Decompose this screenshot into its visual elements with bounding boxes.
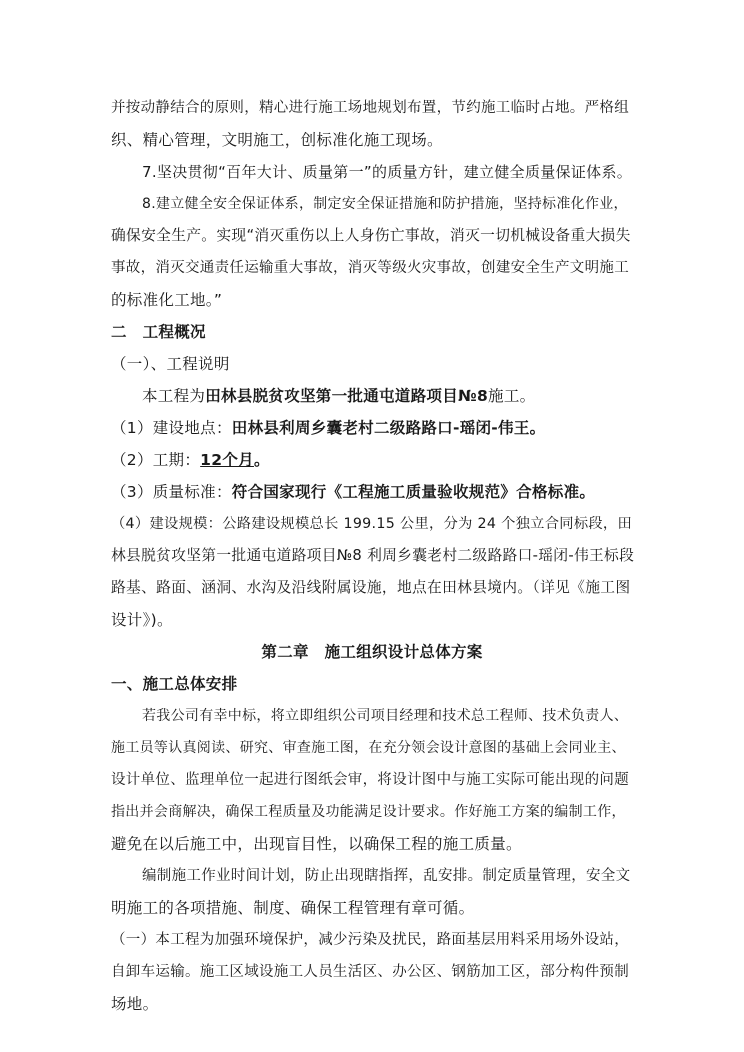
construction-location: 田林县利周乡囊老村二级路路口-瑶闭-伟王。 [231,419,546,437]
text-line: 施工员等认真阅读、研究、审查施工图，在充分领会设计意图的基础上会同业主、 [111,740,626,756]
chapter-title: 第二章 施工组织设计总体方案 [261,643,483,661]
project-name: 田林县脱贫攻坚第一批通屯道路项目№8 [205,387,489,405]
text-line: 设计》)。 [111,611,173,629]
section-heading: 一、施工总体安排 [111,675,238,693]
text-line: 8.建立健全安全保证体系，制定安全保证措施和防护措施，坚持标准化作业， [142,196,628,212]
text-line: 指出并会商解决，确保工程质量及功能满足设计要求。作好施工方案的编制工作， [111,804,626,820]
text-line: 7.坚决贯彻“百年大计、质量第一”的质量方针，建立健全质量保证体系。 [142,163,633,181]
text-line: （1）建设地点：田林县利周乡囊老村二级路路口-瑶闭-伟王。 [111,419,546,437]
text-line: 避免在以后施工中，出现盲目性，以确保工程的施工质量。 [111,835,522,853]
text-line: 确保安全生产。实现“消灭重伤以上人身伤亡事故，消灭一切机械设备重大损失 [111,227,631,244]
quality-standard: 符合国家现行《工程施工质量验收规范》合格标准。 [231,483,596,501]
subsection-heading: （一）、工程说明 [111,355,230,373]
text-line: 林县脱贫攻坚第一批通屯道路项目№8 利周乡囊老村二级路路口-瑶闭-伟王标段 [111,547,635,564]
text-line: 明施工的各项措施、制度、确保工程管理有章可循。 [111,899,475,917]
text-line: 的标准化工地。” [111,291,223,309]
text-line: 自卸车运输。施工区域设施工人员生活区、办公区、钢筋加工区，部分构件预制 [111,964,629,980]
text-line: （4）建设规模：公路建设规模总长 199.15 公里，分为 24 个独立合同标段，田 [111,516,633,532]
text-line: 事故，消灭交通责任运输重大事故，消灭等级火灾事故，创建安全生产文明施工 [111,260,629,276]
text-line: 本工程为田林县脱贫攻坚第一批通屯道路项目№8施工。 [142,387,536,405]
text-line: 场地。 [111,995,159,1013]
text-line: 织、精心管理，文明施工，创标准化施工现场。 [111,131,443,149]
text-line: 设计单位、监理单位一起进行图纸会审，将设计图中与施工实际可能出现的问题 [111,772,629,788]
text-line: （一）本工程为加强环境保护，减少污染及扰民，路面基层用料采用场外设站， [111,932,629,948]
text-line: 若我公司有幸中标，将立即组织公司项目经理和技术总工程师、技术负责人、 [142,708,629,724]
text-line: 编制施工作业时间计划，防止出现瞎指挥，乱安排。制定质量管理，安全文 [142,868,631,884]
text-line: （2）工期：12个月。 [111,451,270,469]
text-line: 路基、路面、涵洞、水沟及沿线附属设施，地点在田林县境内。（详见《施工图 [111,579,631,596]
text-line: （3）质量标准：符合国家现行《工程施工质量验收规范》合格标准。 [111,483,596,501]
section-heading: 二 工程概况 [111,323,206,341]
construction-period: 12个月 [200,451,254,469]
text-line: 并按动静结合的原则，精心进行施工场地规划布置，节约施工临时占地。严格组 [111,100,629,116]
